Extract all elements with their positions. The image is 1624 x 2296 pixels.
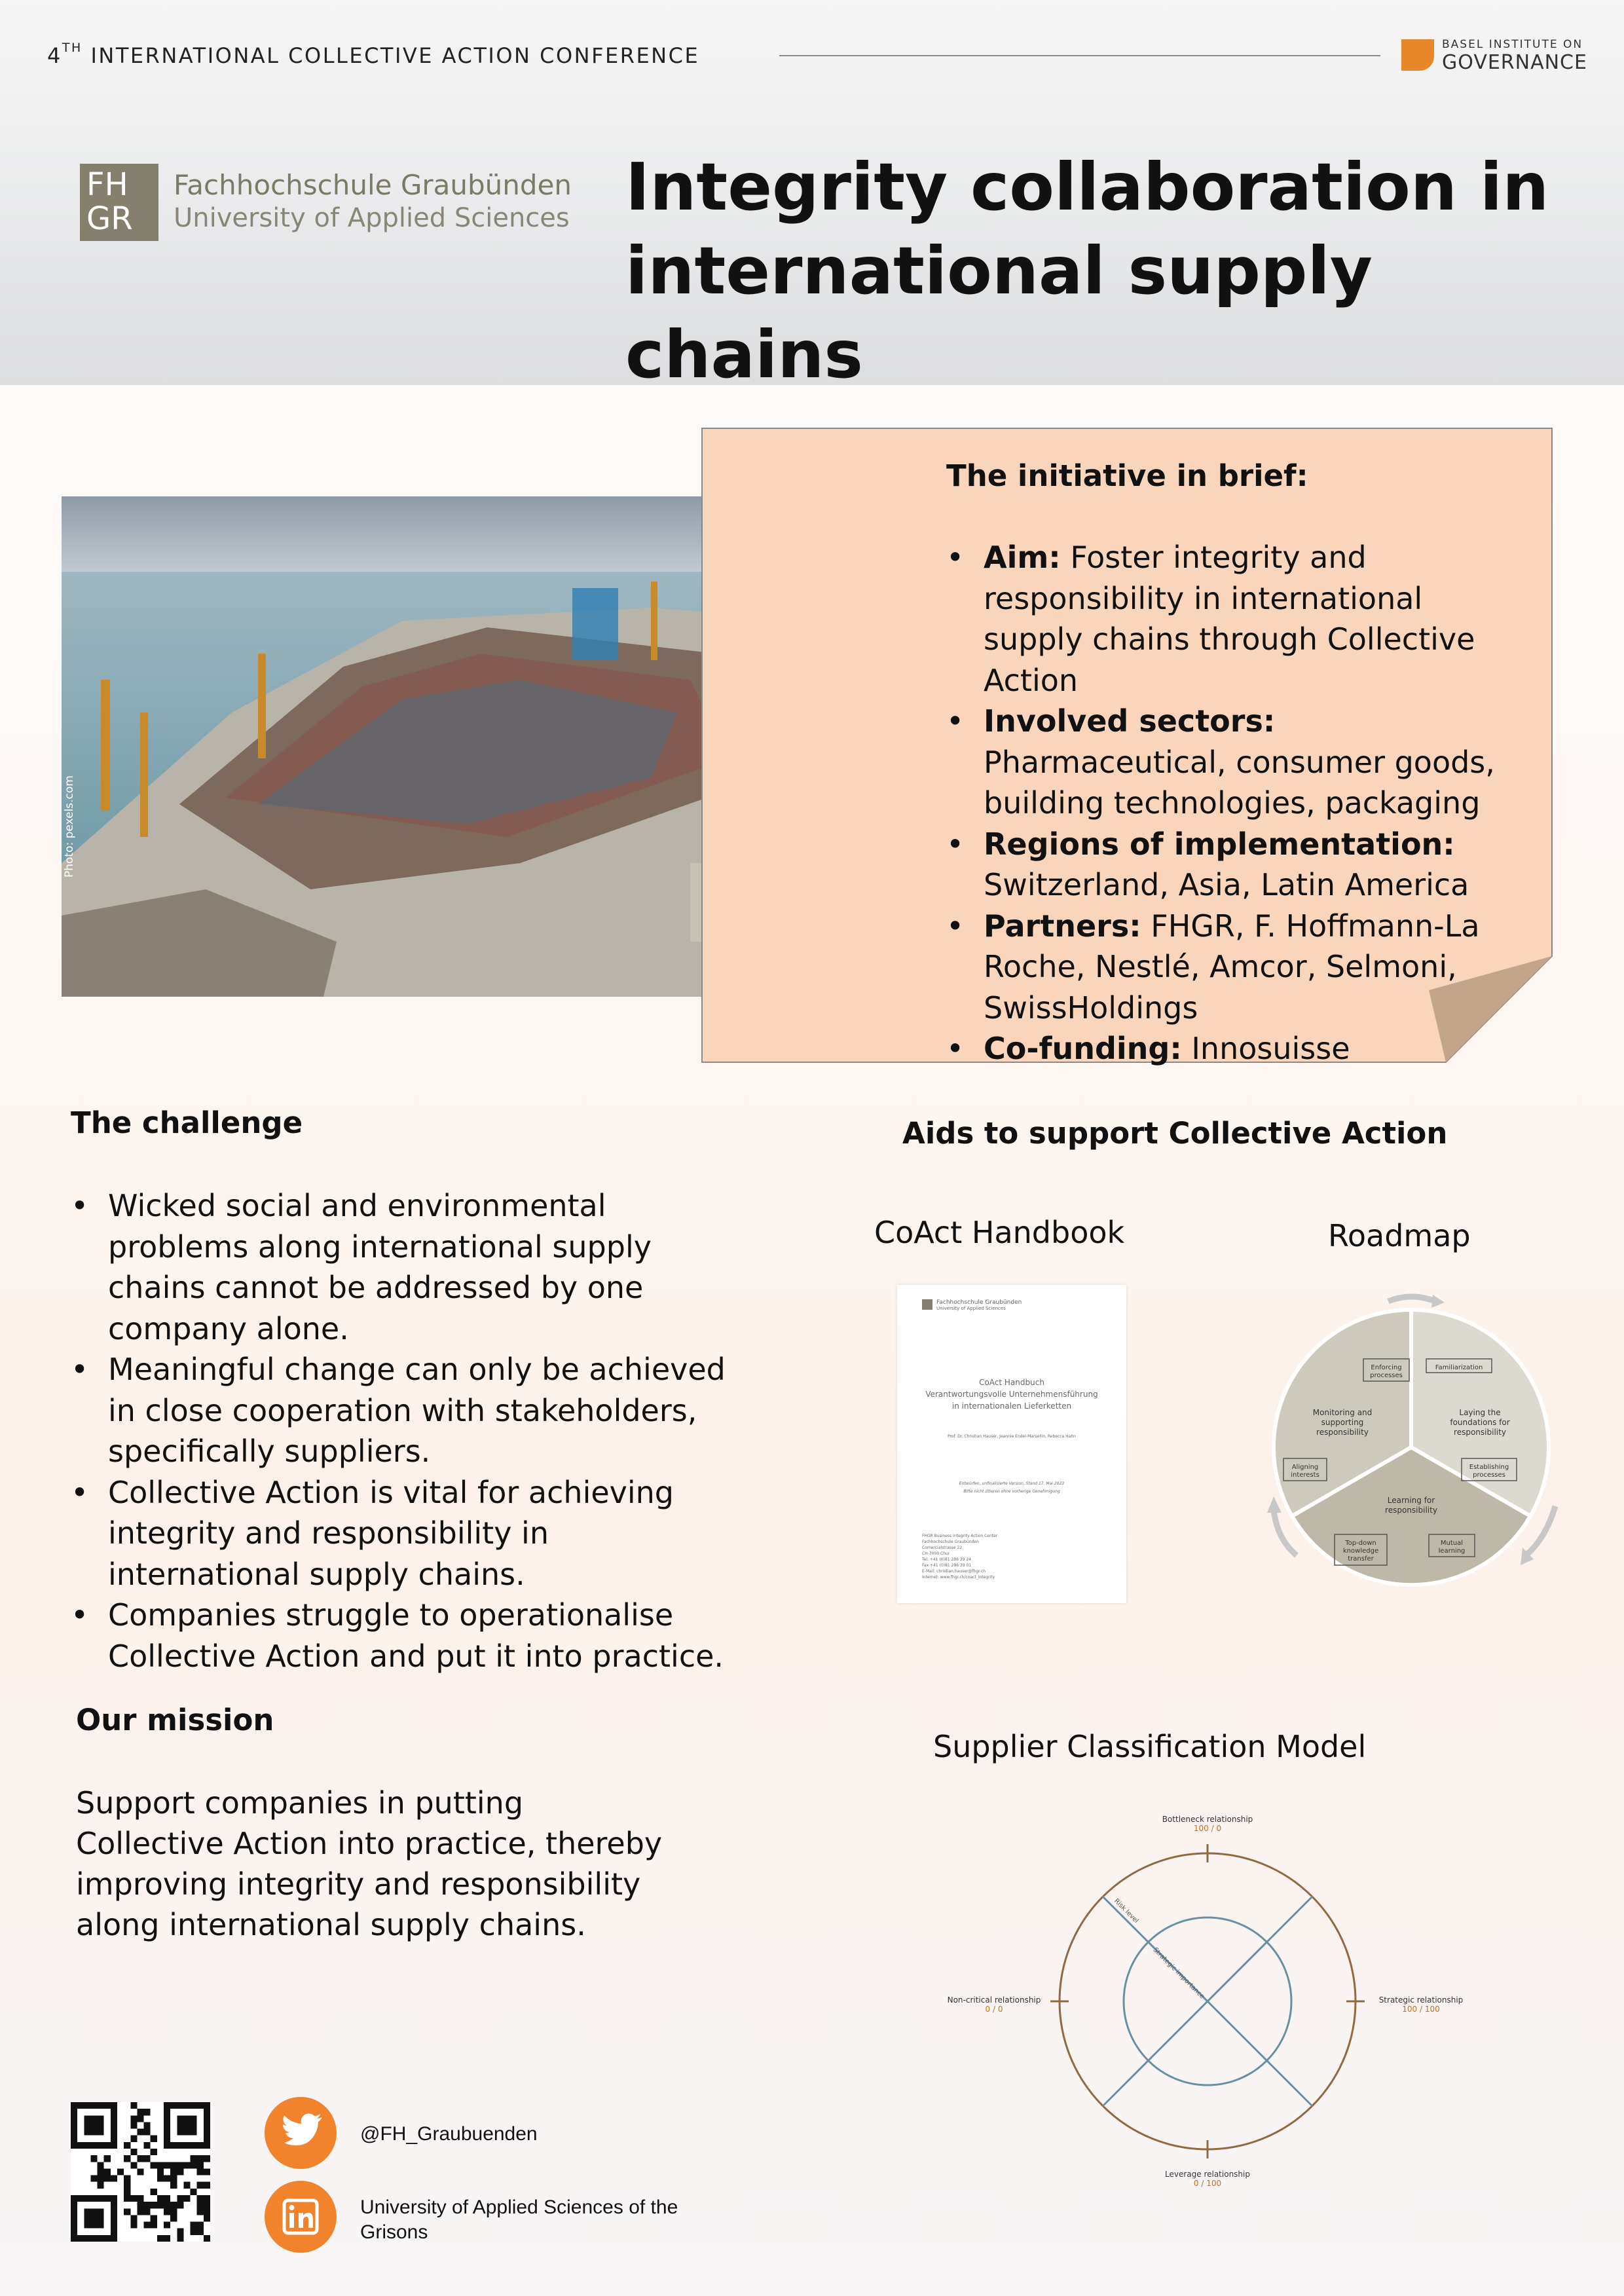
- mission-text: Support companies in putting Collective Action into practice, thereby improving integrity and responsibility along international supply chains.: [76, 1785, 663, 1942]
- challenge-list: [71, 1185, 726, 1676]
- scm-right-label: Strategic relationship: [1378, 1995, 1464, 2005]
- basel-logo-top: BASEL INSTITUTE ON: [1442, 38, 1583, 51]
- qr-code[interactable]: [71, 2102, 210, 2242]
- scm-bottom-label: Leverage relationship: [1165, 2170, 1250, 2179]
- scm-top-value: 100 / 0: [1193, 1824, 1222, 1833]
- brief-item-regions: • Regions of implementation: Switzerland, Asia, Latin America: [946, 826, 1469, 902]
- scm-left-label: Non-critical relationship: [947, 1995, 1041, 2005]
- roadmap-title: Roadmap: [1328, 1218, 1471, 1253]
- challenge-title: The challenge: [71, 1105, 303, 1140]
- handbook-doc-subtitle: Verantwortungsvolle Unternehmensführung: [925, 1390, 1098, 1399]
- fhgr-logo-box: FH GR: [80, 164, 158, 241]
- fhgr-name: Fachhochschule Graubünden: [174, 169, 572, 201]
- roadmap-arrowhead-top: [1431, 1295, 1445, 1308]
- handbook-title: CoAct Handbook: [874, 1215, 1125, 1250]
- scm-diagram: [943, 1807, 1464, 2194]
- scm-left-value: 0 / 0: [985, 2005, 1003, 2014]
- handbook-logo-name: Fachhochschule Graubünden: [936, 1299, 1022, 1306]
- handbook-doc-note2: Bitte nicht zitieren ohne vorherige Genehmigung: [963, 1489, 1060, 1494]
- handbook-doc-address: Internet: www.fhgr.ch/coact_integrity: [922, 1575, 995, 1580]
- roadmap-box-label: Familiarization: [1435, 1364, 1483, 1371]
- aids-title: Aids to support Collective Action: [902, 1116, 1448, 1151]
- handbook-doc-note: Entwürfen, unfinalisierte Version, Stand 17. Mai 2023: [959, 1481, 1065, 1486]
- photo-credit: Photo: pexels.com: [63, 775, 76, 878]
- brief-item-aim: • Aim: Foster integrity and responsibility in international supply chains through Collective Action: [946, 540, 1475, 698]
- roadmap-label-bottom: Learning for responsibility: [1385, 1496, 1437, 1515]
- scm-title: Supplier Classification Model: [933, 1729, 1367, 1764]
- roadmap-label-right: Laying the foundations for responsibility: [1450, 1408, 1510, 1437]
- roadmap-box-label: Top-down knowledge transfer: [1342, 1540, 1379, 1563]
- roadmap-label-left: Monitoring and supporting responsibility: [1312, 1408, 1373, 1437]
- challenge-item: • Collective Action is vital for achieving integrity and responsibility in international supply chains.: [71, 1474, 674, 1592]
- handbook-doc-authors: Prof. Dr. Christian Hauser, Jeannie Endel-Marsellin, Rebecca Hahn: [948, 1434, 1076, 1439]
- roadmap-box-label: Enforcing processes: [1370, 1364, 1403, 1379]
- mission-title: Our mission: [76, 1703, 274, 1737]
- handbook-doc-address: Comercialstrasse 22: [922, 1546, 963, 1550]
- roadmap-box-label: Aligning interests: [1291, 1464, 1320, 1479]
- roadmap-box-label: Establishing processes: [1469, 1464, 1509, 1479]
- basel-logo-mark: [1401, 39, 1434, 71]
- handbook-doc-address: FHGR Business Integrity Action Center: [922, 1534, 998, 1538]
- roadmap-arrow-top: [1388, 1297, 1435, 1301]
- scm-top-label: Bottleneck relationship: [1162, 1815, 1253, 1824]
- poster-title: Integrity collaboration in international supply chains: [625, 149, 1549, 393]
- brief-item-sectors: • Involved sectors: Pharmaceutical, consumer goods, building technologies, packaging: [946, 703, 1495, 821]
- scm-right-value: 100 / 100: [1402, 2005, 1440, 2014]
- linkedin-icon: [265, 2181, 337, 2253]
- twitter-button[interactable]: [265, 2097, 337, 2169]
- linkedin-text[interactable]: University of Applied Sciences of the Grisons: [360, 2196, 678, 2243]
- challenge-item: • Wicked social and environmental problems along international supply chains cannot be addressed by one company alone.: [71, 1188, 652, 1346]
- brief-item-partners: • Partners: FHGR, F. Hoffmann-La Roche, Nestlé, Amcor, Selmoni, SwissHoldings: [946, 908, 1480, 1026]
- scm-diagonal-2-label: Strategic importance: [1151, 1946, 1206, 2001]
- handbook-cover: [897, 1285, 1126, 1603]
- linkedin-button[interactable]: [265, 2181, 337, 2253]
- twitter-bird-icon: [265, 2097, 337, 2169]
- roadmap-box-label: Mutual learning: [1438, 1540, 1466, 1555]
- basel-logo-bottom: GOVERNANCE: [1442, 51, 1587, 74]
- challenge-item: • Meaningful change can only be achieved in close cooperation with stakeholders, specifically suppliers.: [71, 1352, 726, 1469]
- handbook-doc-address: E-Mail: christian.hauser@fhgr.ch: [922, 1569, 986, 1574]
- scm-diagonal-1-label: Risk level: [1113, 1897, 1140, 1925]
- twitter-handle[interactable]: @FH_Graubuenden: [360, 2123, 538, 2145]
- roadmap-segments: [1274, 1310, 1549, 1585]
- handbook-doc-address: Fax +41 (0)81 286 39 01: [922, 1563, 972, 1568]
- roadmap-arrowhead-left: [1267, 1496, 1282, 1513]
- scm-bottom-value: 0 / 100: [1193, 2179, 1222, 2188]
- header-rule: [779, 55, 1380, 56]
- brief-title: The initiative in brief:: [946, 458, 1308, 493]
- fhgr-subtitle: University of Applied Sciences: [174, 203, 570, 233]
- conference-title: 4TH INTERNATIONAL COLLECTIVE ACTION CONFERENCE: [47, 41, 700, 68]
- handbook-doc-subtitle2: in internationalen Lieferketten: [951, 1401, 1072, 1411]
- handbook-doc-address: CH-7000 Chur: [922, 1551, 950, 1556]
- handbook-doc-title: CoAct Handbuch: [979, 1378, 1044, 1387]
- challenge-item: • Companies struggle to operationalise Collective Action and put it into practice.: [71, 1597, 724, 1674]
- handbook-logo-sub: University of Applied Sciences: [936, 1306, 1006, 1311]
- brief-item-cofunding: • Co-funding: Innosuisse: [946, 1031, 1350, 1066]
- brief-list: [946, 537, 1516, 1069]
- handbook-doc-address: Tel. +41 (0)81 286 39 24: [922, 1557, 971, 1562]
- roadmap-diagram: [1264, 1287, 1559, 1595]
- handbook-doc-address: Fachhochschule Graubünden: [922, 1540, 979, 1544]
- handbook-logo-icon: [922, 1299, 932, 1310]
